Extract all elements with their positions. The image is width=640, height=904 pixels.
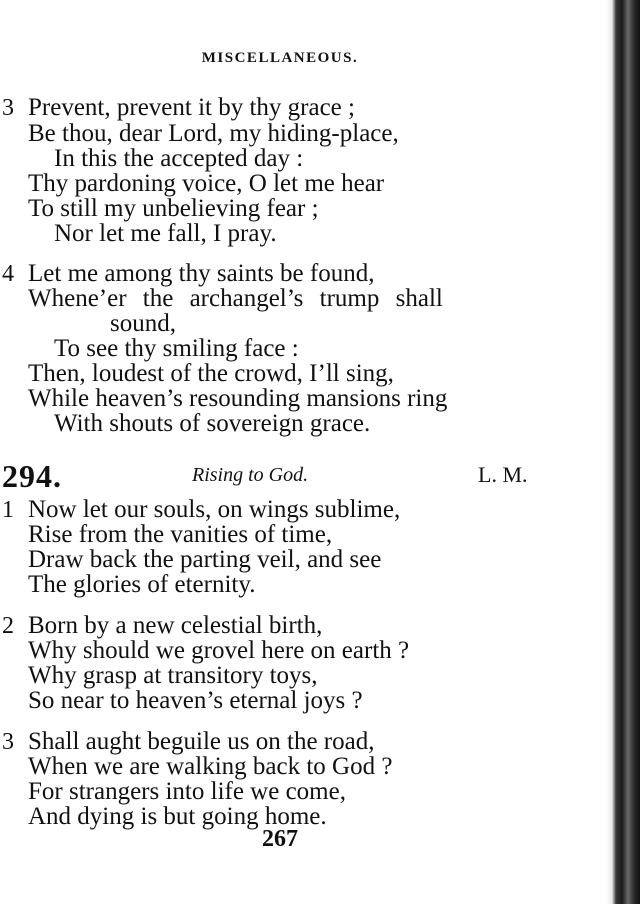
stanza-number: 2	[2, 613, 14, 639]
stanza-line: While heaven’s resounding mansions ring	[28, 385, 448, 412]
hymn-title: Rising to God.	[192, 464, 309, 486]
stanza-number: 4	[2, 261, 14, 287]
stanza-line: Be thou, dear Lord, my hiding-place,	[28, 120, 399, 147]
stanza-line: So near to heaven’s eternal joys ?	[28, 687, 363, 714]
stanza-line: sound,	[110, 310, 176, 337]
stanza-line: For strangers into life we come,	[28, 778, 346, 805]
stanza-line: The glories of eternity.	[28, 571, 256, 598]
stanza-line: Now let our souls, on wings sublime,	[28, 496, 401, 523]
stanza-line: To still my unbelieving fear ;	[28, 195, 319, 222]
stanza-line: And dying is but going home.	[28, 803, 327, 830]
hymn-meter: L. M.	[478, 462, 528, 487]
stanza-line: Whene’er the archangel’s trump shall	[28, 285, 443, 312]
stanza-line: Prevent, prevent it by thy grace ;	[28, 94, 355, 121]
stanza-line: When we are walking back to God ?	[28, 753, 393, 780]
stanza-line: Why grasp at transitory toys,	[28, 662, 318, 689]
stanza-line: Rise from the vanities of time,	[28, 521, 333, 548]
stanza-number: 3	[2, 729, 14, 755]
stanza-line: Let me among thy saints be found,	[28, 260, 375, 287]
running-header: MISCELLANEOUS.	[201, 50, 359, 66]
stanza-line: Born by a new celestial birth,	[28, 612, 323, 639]
stanza-line: In this the accepted day :	[54, 145, 304, 172]
page-number: 267	[262, 826, 298, 852]
stanza-line: With shouts of sovereign grace.	[54, 410, 371, 437]
stanza-line: Nor let me fall, I pray.	[54, 220, 277, 247]
stanza-line: Why should we grovel here on earth ?	[28, 637, 410, 664]
stanza-number: 1	[2, 497, 14, 523]
stanza-line: Draw back the parting veil, and see	[28, 546, 382, 573]
stanza-number: 3	[2, 95, 14, 121]
hymn-heading	[0, 458, 560, 494]
stanza-line: To see thy smiling face :	[54, 335, 299, 362]
stanza-line: Shall aught beguile us on the road,	[28, 728, 375, 755]
stanza-line: Then, loudest of the crowd, I’ll sing,	[28, 360, 394, 387]
hymn-number: 294.	[2, 458, 62, 494]
stanza-line: Thy pardoning voice, O let me hear	[28, 170, 385, 197]
book-spine-edge	[606, 0, 640, 904]
